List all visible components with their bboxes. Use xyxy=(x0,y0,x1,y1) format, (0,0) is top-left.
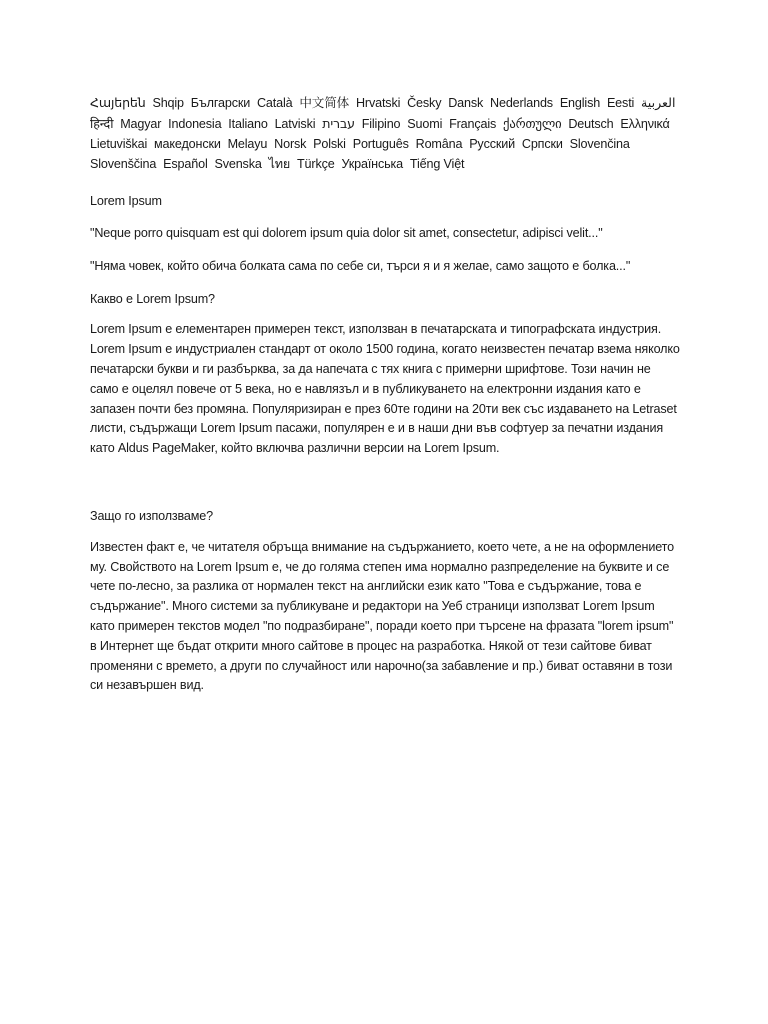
section-heading-why: Защо го използваме? xyxy=(90,508,214,523)
language-link[interactable]: Slovenčina xyxy=(569,136,630,151)
quote-english: "Neque porro quisquam est qui dolorem ipsum quia dolor sit amet, consectetur, adipisci velit..." xyxy=(90,225,603,240)
language-link[interactable]: 中文简体 xyxy=(299,95,350,110)
language-link[interactable]: Melayu xyxy=(227,136,268,151)
language-link[interactable]: Català xyxy=(256,96,293,110)
language-link[interactable]: עברית xyxy=(322,115,355,131)
language-link[interactable]: Polski xyxy=(313,136,346,151)
section-heading-what: Какво е Lorem Ipsum? xyxy=(90,291,215,306)
language-link[interactable]: Eesti xyxy=(606,96,635,110)
page-heading: Lorem Ipsum xyxy=(90,194,162,209)
language-link[interactable]: Ελληνικά xyxy=(620,116,670,131)
language-link[interactable]: Türkçe xyxy=(297,157,335,172)
language-link[interactable]: Româna xyxy=(415,136,463,151)
language-link[interactable]: Հայերեն xyxy=(90,96,146,110)
language-link[interactable]: Hrvatski xyxy=(355,96,401,110)
language-link[interactable]: Indonesia xyxy=(168,116,222,131)
language-link[interactable]: Pyccкий xyxy=(469,136,516,151)
language-link[interactable]: Svenska xyxy=(214,157,262,172)
language-link[interactable]: Português xyxy=(352,136,409,151)
language-link[interactable]: Français xyxy=(449,116,497,131)
language-link[interactable]: ქართული xyxy=(503,116,562,131)
language-link[interactable]: Español xyxy=(163,157,208,172)
language-link[interactable]: Magyar xyxy=(120,116,162,131)
section-paragraph-what: Lorem Ipsum е елементарен примерен текст, използван в печатарската и типографската индустрия. Lorem Ipsum е индустриален стандарт от около 1500 година, когато неизвестен печатар взема няколко печатарски букви и ги разбърква, за да напечата с тях книга с примерни шрифтове. Този начин не само е оцелял повече от 5 века, но е навлязъл и в публикуването на електронни издания като е запазен почти без промяна. Популяризиран е през 60те години на 20ти век със издаването на Letraset листи, съдържащи Lorem Ipsum пасажи, популярен е и в наши дни във софтуер за печатни издания като Aldus PageMaker, който включва различни версии на Lorem Ipsum. xyxy=(90,322,680,456)
language-link[interactable]: Nederlands xyxy=(490,96,553,110)
language-link[interactable]: Dansk xyxy=(448,96,484,110)
language-link[interactable]: Tiếng Việt xyxy=(409,157,465,172)
language-link[interactable]: English xyxy=(559,96,601,110)
language-link[interactable]: Latviski xyxy=(274,116,316,131)
language-link[interactable]: Norsk xyxy=(274,136,307,151)
language-link[interactable]: العربية xyxy=(641,95,676,110)
language-link[interactable]: Українська xyxy=(341,157,404,172)
quote-bulgarian: "Няма човек, който обича болката сама по себе си, търси я и я желае, само защото е болка..." xyxy=(90,258,631,273)
language-link[interactable]: Lietuviškai xyxy=(90,136,148,151)
language-link[interactable]: Filipino xyxy=(361,116,401,131)
language-link[interactable]: македонски xyxy=(154,136,221,151)
language-link[interactable]: Slovenščina xyxy=(90,157,157,172)
language-link[interactable]: Italiano xyxy=(228,116,268,131)
language-link[interactable]: ไทย xyxy=(268,156,291,172)
language-link[interactable]: Shqip xyxy=(152,96,184,110)
language-link[interactable]: Deutsch xyxy=(568,116,614,131)
language-link[interactable]: Suomi xyxy=(407,116,443,131)
language-link[interactable]: Česky xyxy=(407,96,442,110)
language-link[interactable]: Српски xyxy=(521,136,563,151)
language-link[interactable]: हिन्दी xyxy=(90,115,114,131)
language-link[interactable]: Български xyxy=(190,96,251,110)
section-paragraph-why: Известен факт е, че читателя обръща внимание на съдържанието, което чете, а не на оформлението му. Свойството на Lorem Ipsum е, че до голяма степен има нормално разпределение на буквите и се чете по-лесно, за разлика от нормален текст на английски език като "Това е съдържание, това е съдържание". Много системи за публикуване и редактори на Уеб страници използват Lorem Ipsum като примерен текстов модел "по подразбиране", поради което при търсене на фразата "lorem ipsum" в Интернет ще бъдат открити много сайтове в процес на разработка. Някой от тези сайтове биват променяни с времето, а други по случайност или нарочно(за забавление и пр.) биват оставяни в този си незавършен вид. xyxy=(90,539,674,693)
language-links xyxy=(90,93,680,175)
document-page xyxy=(90,93,680,696)
